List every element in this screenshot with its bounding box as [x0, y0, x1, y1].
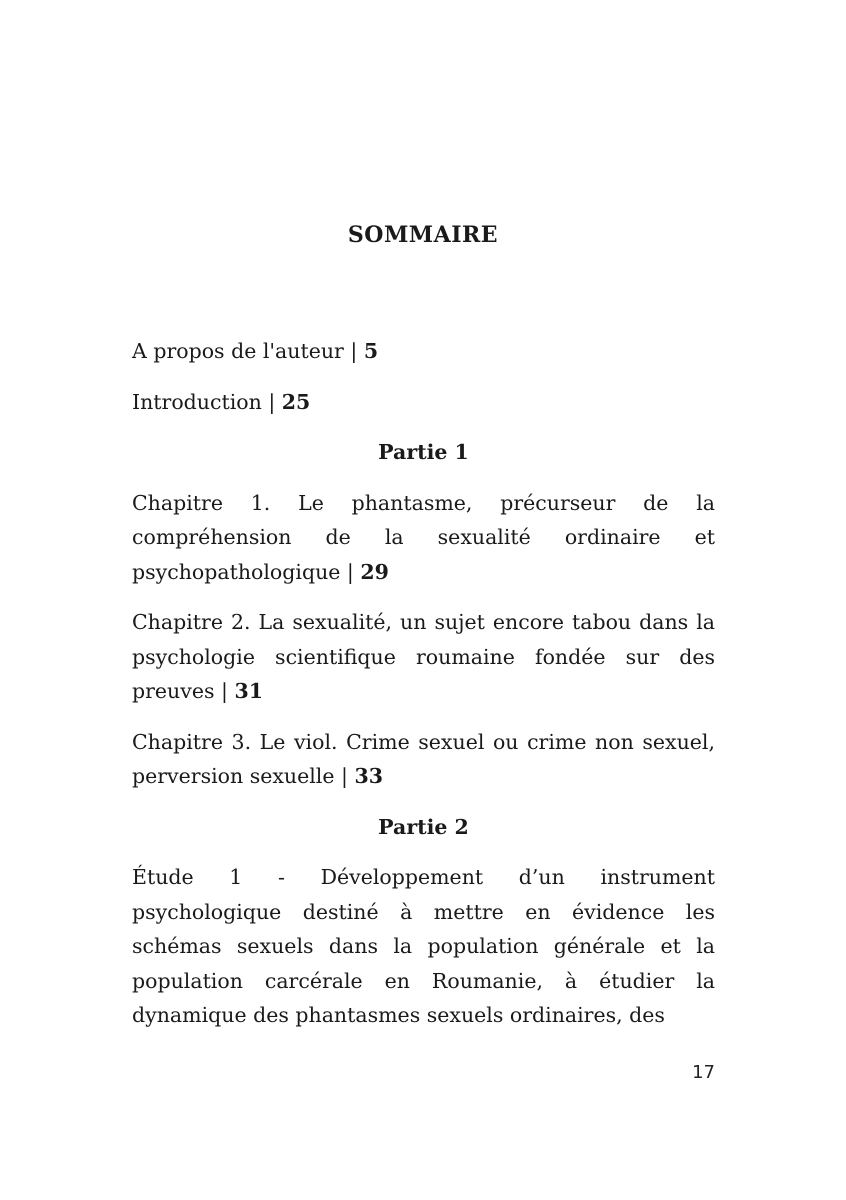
toc-entry-chapter-2[interactable]: [132, 605, 715, 709]
toc-entry-introduction[interactable]: [132, 385, 715, 420]
part-1-heading: Partie 1: [378, 440, 469, 464]
toc-entry-chapter-3[interactable]: [132, 725, 715, 794]
toc-entry-text: A propos de l'auteur |: [132, 339, 358, 363]
toc-page-number: 25: [281, 389, 311, 414]
toc-page-number: 31: [234, 679, 263, 703]
toc-entry-study-1[interactable]: [132, 860, 715, 1033]
toc-entry-text: Introduction |: [132, 389, 276, 414]
page-title: SOMMAIRE: [347, 222, 499, 248]
toc-page-number: 29: [360, 559, 389, 584]
toc-page-number: 33: [354, 764, 383, 788]
toc-entry-text: Chapitre 3. Le viol. Crime sexuel ou crime non sexuel, perversion sexuelle |: [132, 729, 715, 788]
toc-entry-chapter-1[interactable]: [132, 486, 715, 590]
toc-entry-text: Chapitre 2. La sexualité, un sujet encore tabou dans la psychologie scientifique roumaine fondée sur des preuves |: [132, 610, 715, 703]
part-2-heading: Partie 2: [378, 814, 469, 839]
toc-page-number: 5: [363, 339, 379, 363]
toc-entry-text: Étude 1 - Développement d’un instrument psychologique destiné à mettre en évidence les schémas sexuels dans la population générale et la population carcérale en Roumanie, à étudier la dynamique des phantasmes sexuels ordinaires, des: [132, 865, 715, 1027]
table-of-contents: [132, 334, 715, 1049]
toc-entry-text: Chapitre 1. Le phantasme, précurseur de la compréhension de la sexualité ordinaire et psychopathologique |: [132, 490, 715, 584]
toc-entry-about-author[interactable]: [132, 334, 715, 369]
page-number: 17: [692, 1062, 715, 1083]
